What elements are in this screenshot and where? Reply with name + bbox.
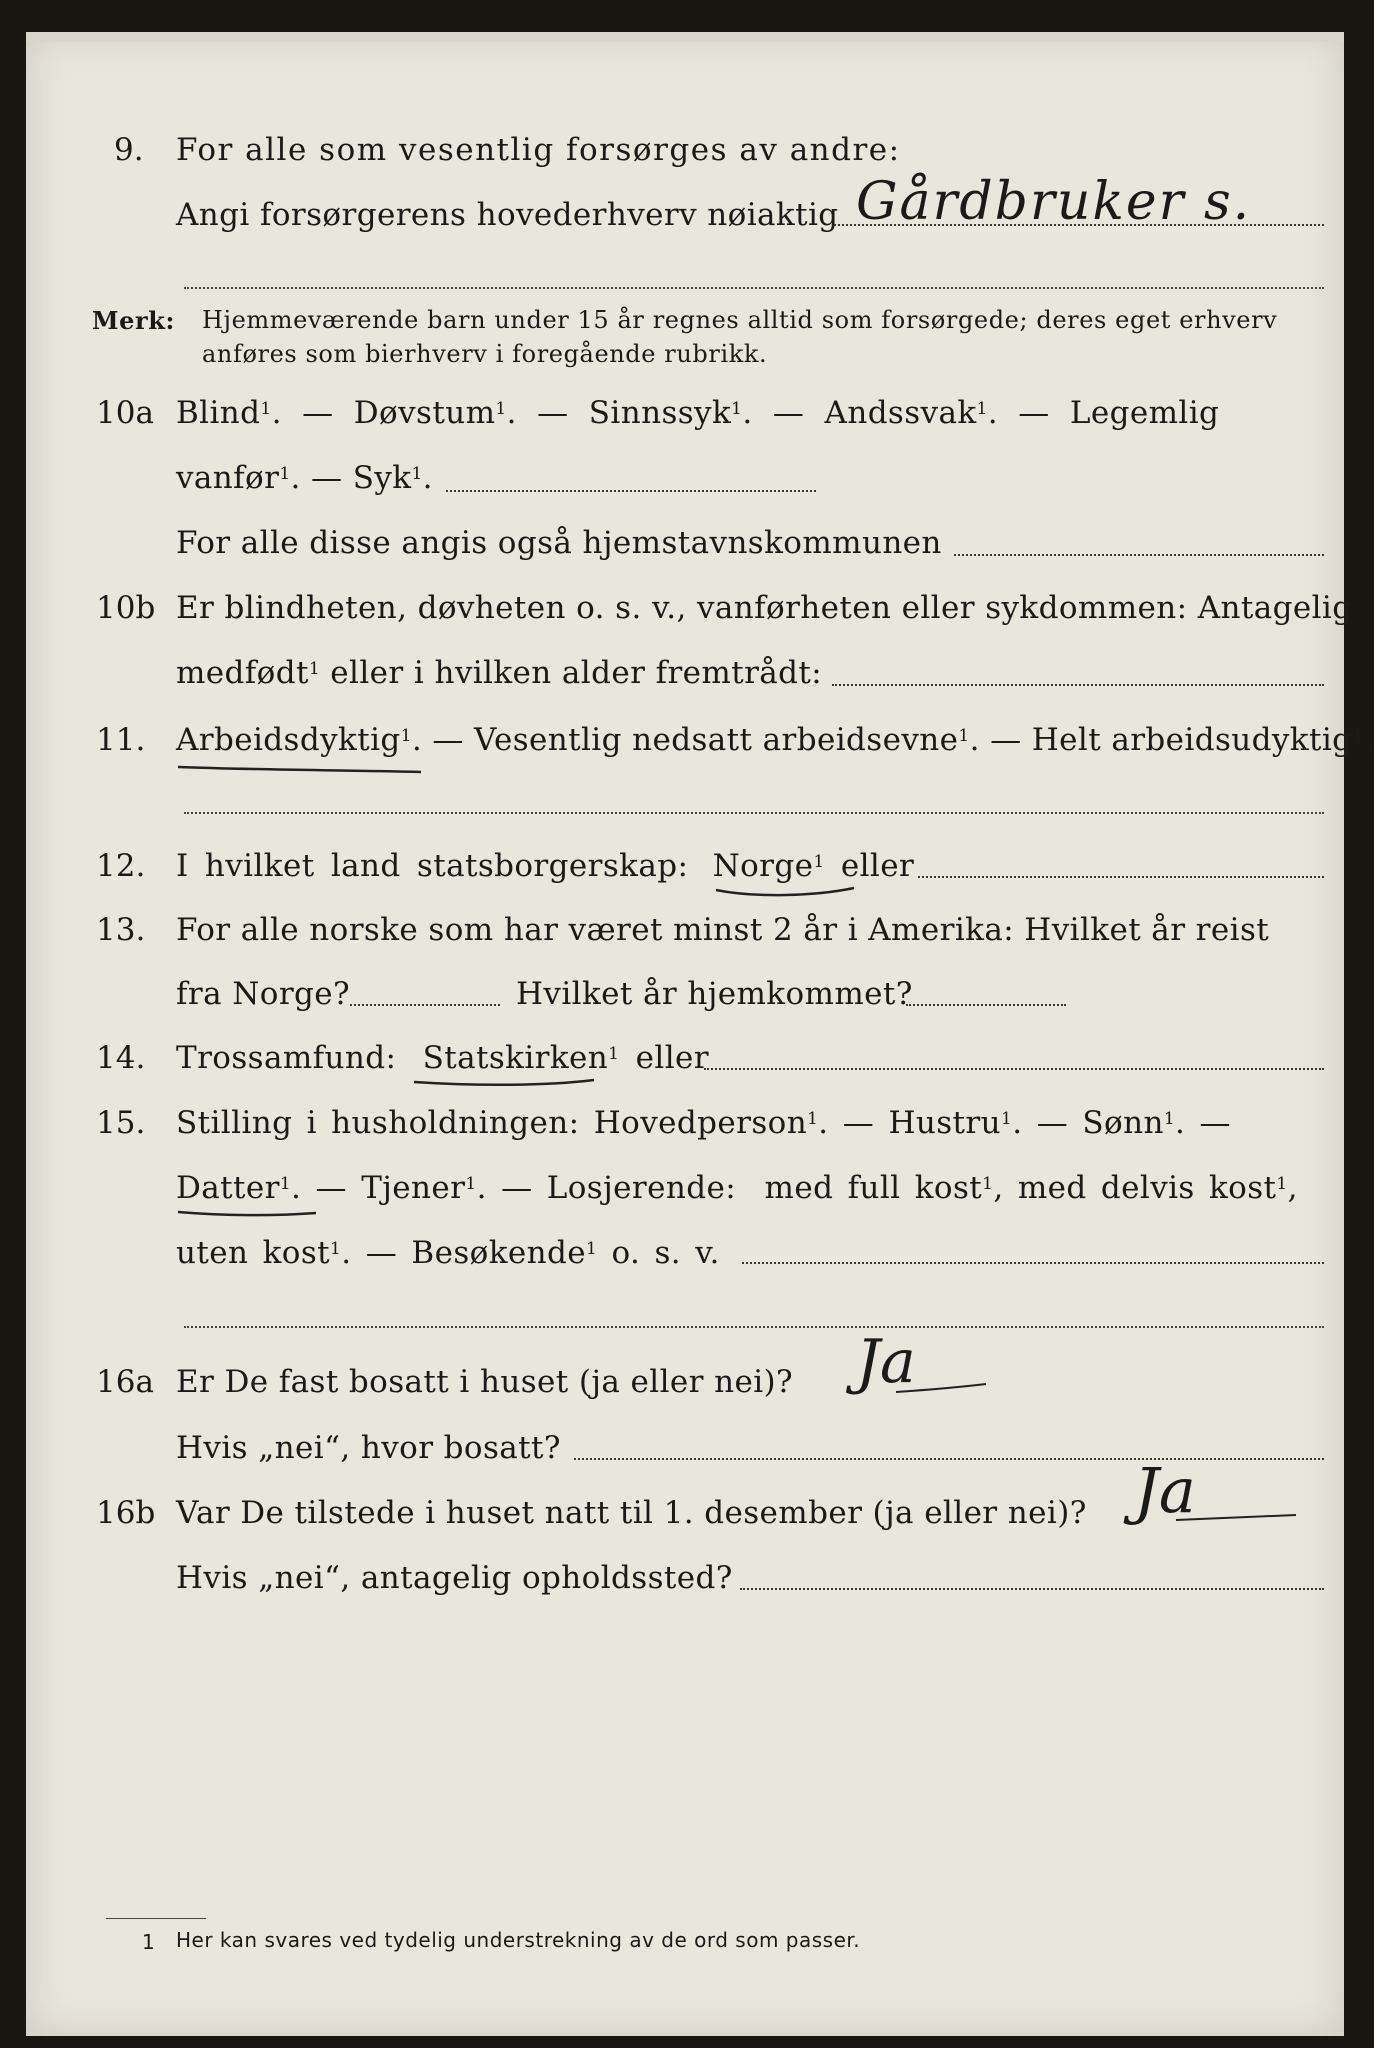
q9-line2: Angi forsørgerens hovederhverv nøiaktig	[176, 197, 839, 233]
underline-arbeidsdyktig	[178, 767, 421, 772]
merk-label: Merk:	[92, 306, 175, 335]
q16b-answer-tail	[1176, 1515, 1296, 1520]
q10a-line2: vanfør$^1$. — Syk$^1$.	[176, 460, 433, 496]
q15-line1: Stilling i husholdningen: Hovedperson$^1$. — Hustru$^1$. — Sønn$^1$. —	[176, 1105, 1231, 1141]
merk-line1: Hjemmeværende barn under 15 år regnes alltid som forsørgede; deres eget erhverv	[202, 306, 1278, 334]
footnote-text: Her kan svares ved tydelig understrekning av de ord som passer.	[176, 1928, 861, 1952]
q13-line2b: Hvilket år hjemkommet?	[516, 976, 913, 1012]
q12-line1: I hvilket land statsborgerskap: Norge$^1$ eller	[176, 848, 915, 884]
q15-number: 15.	[96, 1105, 146, 1141]
q16b-number: 16b	[96, 1495, 156, 1531]
q16a-line1: Er De fast bosatt i huset (ja eller nei)?	[176, 1364, 794, 1400]
q10b-line1: Er blindheten, døvheten o. s. v., vanførheten eller sykdommen: Antagelig	[176, 590, 1353, 626]
q16a-number: 16a	[96, 1364, 154, 1400]
merk-line2: anføres som bierhverv i foregående rubrikk.	[202, 340, 768, 368]
handwritten-marks	[26, 32, 1344, 2036]
q16b-handwritten-answer: Ja	[1134, 1454, 1196, 1527]
q15-line2: Datter$^1$. — Tjener$^1$. — Losjerende: med full kost$^1$, med delvis kost$^1$,	[176, 1170, 1298, 1206]
q16b-line1: Var De tilstede i huset natt til 1. desember (ja eller nei)?	[176, 1495, 1087, 1531]
q13-line1: For alle norske som har været minst 2 år i Amerika: Hvilket år reist	[176, 912, 1270, 948]
underline-norge	[716, 888, 854, 895]
q11-line1: Arbeidsdyktig$^1$. — Vesentlig nedsatt arbeidsevne$^1$. — Helt arbeidsudyktig$^1$.	[176, 722, 1374, 758]
footnote-mark: 1	[142, 1930, 156, 1954]
q13-number: 13.	[96, 912, 146, 948]
q14-line1: Trossamfund: Statskirken$^1$ eller	[176, 1040, 709, 1076]
underline-statskirken	[414, 1080, 594, 1085]
q10b-line2: medfødt$^1$ eller i hvilken alder fremtrådt:	[176, 655, 823, 691]
q9-line1: For alle som vesentlig forsørges av andre:	[176, 132, 901, 168]
q16a-line2: Hvis „nei“, hvor bosatt?	[176, 1430, 561, 1466]
q10a-number: 10a	[96, 395, 154, 431]
q12-number: 12.	[96, 848, 146, 884]
q16a-handwritten-answer: Ja	[856, 1327, 916, 1397]
q11-number: 11.	[96, 722, 146, 758]
q10a-line1: Blind$^1$. — Døvstum$^1$. — Sinnssyk$^1$. — Andssvak$^1$. — Legemlig	[176, 395, 1220, 431]
census-form-page	[26, 32, 1374, 2036]
q16b-line2: Hvis „nei“, antagelig opholdssted?	[176, 1560, 733, 1596]
q13-line2a: fra Norge?	[176, 976, 351, 1012]
q10a-line3: For alle disse angis også hjemstavnskommunen	[176, 525, 942, 561]
q9-handwritten-answer: Gårdbruker s.	[856, 172, 1252, 232]
q16a-answer-tail	[896, 1384, 986, 1392]
q15-line3: uten kost$^1$. — Besøkende$^1$ o. s. v.	[176, 1235, 720, 1271]
q14-number: 14.	[96, 1040, 146, 1076]
q10b-number: 10b	[96, 590, 156, 626]
underline-datter	[178, 1212, 316, 1215]
q9-number: 9.	[114, 132, 144, 168]
